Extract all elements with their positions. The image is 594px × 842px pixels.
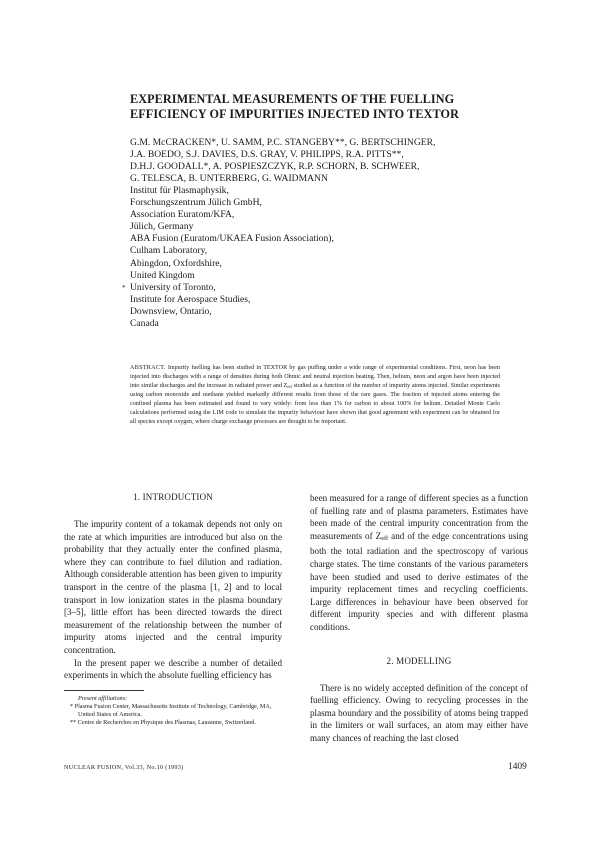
author-line: G. TELESCA, B. UNTERBERG, G. WAIDMANN	[130, 173, 328, 185]
zeff-subscript: eff	[287, 383, 292, 389]
abstract-label: ABSTRACT.	[130, 365, 166, 371]
affiliation-line: Culham Laboratory,	[130, 245, 208, 257]
affiliation-marker: *	[122, 283, 126, 292]
journal-citation: NUCLEAR FUSION, Vol.33, No.10 (1993)	[64, 764, 184, 771]
affiliation-line: Abingdon, Oxfordshire,	[130, 257, 222, 269]
intro-cont-text: been measured for a range of different species as a function of fuelling rate and of plasma parameters. Estimates have been made of the central impurity concentration from the measurements of Z	[310, 493, 528, 541]
affiliation-line: Institut für Plasmaphysik,	[130, 185, 229, 196]
affiliation-line: ABA Fusion (Euratom/UKAEA Fusion Association),	[130, 233, 334, 245]
intro-cont-text-2: and of the edge concentrations using both the total radiation and the spectroscopy of various charge states. The time constants of the various parameters have been studied and used to derive estimates of the impurity replacement times and recycling coefficients. Large differences in behaviour have been observed for different impurity species and with different plasma conditions.	[310, 530, 528, 632]
section-heading-modelling: 2. MODELLING	[386, 655, 452, 666]
abstract-text-cont: studied as a function of the number of impurity atoms injected. Similar experiments using carbon monoxide and methane yielded markedly different results from those of the rare gases. The fraction of injected atoms entering the confined plasma has been estimated and found to vary widely: from less than 1% for carbon to about 100% for helium. Detailed Monte Carlo calculations performed using the LIM code to simulate the impurity behaviour have shown that good agreement with experiment can be obtained for all species except oxygen, where charge exchange processes are thought to be important.	[130, 382, 500, 425]
abstract-text: Impurity fuelling has been studied in TEXTOR by gas puffing under a wide range of experimental conditions. First, neon has been injected into discharges with a range of densities during both Ohmic and neutral injection heating. Then, helium, neon and argon have been injected into similar discharges and the increase in radiated power and Z	[130, 365, 501, 389]
footnote-2: ** Centre de Recherches en Physique des Plasmas, Lausanne, Switzerland.	[70, 718, 256, 726]
affiliation-line: United Kingdom	[130, 269, 195, 281]
section-heading-introduction: 1. INTRODUCTION	[133, 492, 213, 502]
author-line: J.A. BOEDO, S.J. DAVIES, D.S. GRAY, V. PHILIPPS, R.A. PITTS**,	[130, 149, 404, 161]
affiliation-list	[122, 185, 430, 330]
affiliation-line: Jülich, Germany	[130, 221, 194, 233]
left-column	[64, 492, 282, 727]
affiliation-line: Downsview, Ontario,	[130, 305, 212, 317]
author-list	[130, 137, 500, 185]
footnote-1: * Plasma Fusion Center, Massachusetts Institute of Technology, Cambridge, MA, United States of America.	[70, 702, 272, 718]
paper-title	[130, 92, 490, 122]
intro-paragraph-continued	[310, 492, 528, 634]
affiliation-line: University of Toronto,	[130, 281, 216, 293]
modelling-paragraph-1: There is no widely accepted definition of the concept of fuelling efficiency. Owing to recycling processes in the plasma boundary and the possibility of atoms being trapped in the limiters or wall surfaces, an atom may either have many chances of reaching the last closed	[310, 682, 528, 743]
affiliation-line: Canada	[130, 318, 159, 330]
intro-paragraph-1: The impurity content of a tokamak depends not only on the rate at which impurities are introduced but also on the probability that they actually enter the confined plasma, where they can contribute to fuel dilution and radiation. Although considerable attention has been given to impurity transport in the centre of the plasma [1, 2] and to local transport in low ionization states in the plasma boundary [3–5], little effort has been directed towards the direct measurement of the relationship between the number of impurity atoms injected and the central impurity concentration.	[64, 519, 282, 655]
footnote-heading: Present affiliations:	[78, 694, 128, 702]
affiliation-line: Institute for Aerospace Studies,	[130, 293, 251, 305]
abstract	[130, 364, 500, 427]
footnotes	[64, 695, 282, 727]
title-line-1: EXPERIMENTAL MEASUREMENTS OF THE FUELLING	[130, 92, 455, 106]
affiliation-line: Forschungszentrum Jülich GmbH,	[130, 197, 262, 209]
footnote-divider	[64, 690, 144, 691]
author-line: D.H.J. GOODALL*, A. POSPIESZCZYK, R.P. SCHORN, B. SCHWEER,	[130, 161, 420, 173]
affiliation-line: Association Euratom/KFA,	[130, 209, 235, 221]
page-number: 1409	[508, 762, 527, 772]
author-line: G.M. McCRACKEN*, U. SAMM, P.C. STANGEBY**, G. BERTSCHINGER,	[130, 137, 436, 148]
zeff-subscript: eff	[381, 534, 389, 542]
right-column	[310, 492, 528, 745]
title-line-2: EFFICIENCY OF IMPURITIES INJECTED INTO TEXTOR	[130, 107, 459, 121]
intro-paragraph-2: In the present paper we describe a number of detailed experiments in which the absolute fuelling efficiency has	[64, 657, 282, 681]
